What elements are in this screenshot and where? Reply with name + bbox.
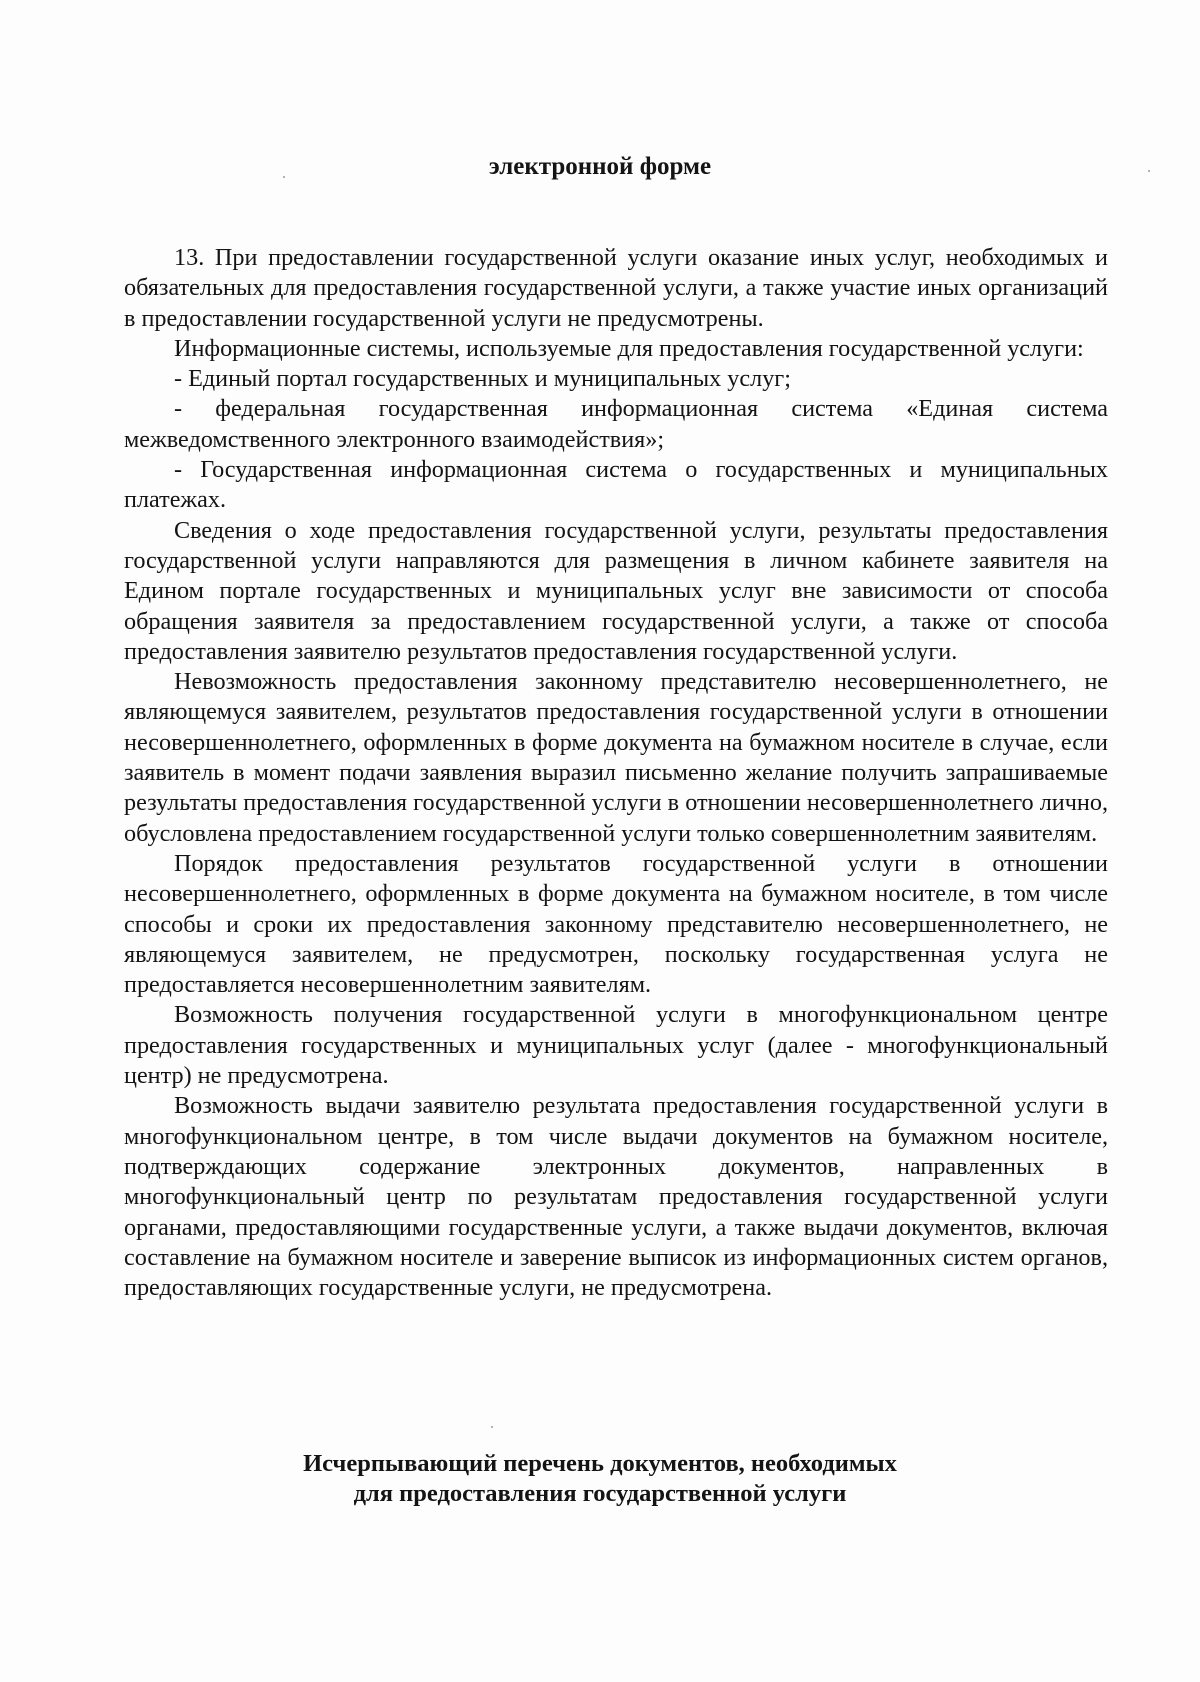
closing-heading-line-1: Исчерпывающий перечень документов, необходимых: [303, 1450, 897, 1477]
paragraph-progress-information: Сведения о ходе предоставления государственной услуги, результаты предоставления государственной услуги направляются для размещения в личном кабинете заявителя на Едином портале государственных и муниципальных услуг вне зависимости от способа обращения заявителя за предоставлением государственной услуги, а также от способа предоставления заявителю результатов предоставления государственной услуги.: [124, 516, 1108, 665]
paragraph-mfc-service-possibility: Возможность получения государственной услуги в многофункциональном центре предоставления государственных и муниципальных услуг (далее - многофункциональный центр) не предусмотрена.: [124, 1001, 1108, 1090]
paragraph-minor-representative-impossibility: Невозможность предоставления законному представителю несовершеннолетнего, не являющемуся заявителем, результатов предоставления государственной услуги в отношении несовершеннолетнего, оформленных в форме документа на бумажном носителе в случае, если заявитель в момент подачи заявления выразил письменно желание получить запрашиваемые результаты предоставления государственной услуги в отношении несовершеннолетнего лично, обусловлена предоставлением государственной услуги только совершеннолетним заявителям.: [124, 668, 1108, 847]
paragraph-minor-results-procedure: Порядок предоставления результатов государственной услуги в отношении несовершеннолетнего, оформленных в форме документа на бумажном носителе, в том числе способы и сроки их предоставления законному представителю несовершеннолетнего, не являющемуся заявителем, не предусмотрен, поскольку государственная услуга не предоставляется несовершеннолетним заявителям.: [124, 849, 1108, 999]
list-item-unified-portal: - Единый портал государственных и муниципальных услуг;: [174, 365, 791, 393]
closing-heading: [0, 1449, 1200, 1509]
document-body: [124, 243, 1108, 1303]
scan-speck: [1148, 170, 1150, 172]
paragraph-information-systems: Информационные системы, используемые для предоставления государственной услуги:: [174, 334, 1084, 362]
paragraph-13-other-services: 13. При предоставлении государственной услуги оказание иных услуг, необходимых и обязательных для предоставления государственной услуги, а также участие иных организаций в предоставлении государственной услуги не предусмотрены.: [124, 244, 1108, 332]
scan-speck: [283, 176, 285, 178]
closing-heading-line-2: для предоставления государственной услуги: [353, 1480, 847, 1507]
scan-speck: [491, 1426, 493, 1428]
paragraph-mfc-issuance-possibility: Возможность выдачи заявителю результата предоставления государственной услуги в многофункциональном центре, в том числе выдачи документов на бумажном носителе, подтверждающих содержание электронных документов, направленных в многофункциональный центр по результатам предоставления государственной услуги органами, предоставляющими государственные услуги, а также выдачи документов, включая составление на бумажном носителе и заверение выписок из информационных систем органов, предоставляющих государственные услуги, не предусмотрена.: [124, 1092, 1108, 1302]
list-item-gis-gmp: - Государственная информационная система о государственных и муниципальных платежах.: [124, 456, 1108, 514]
section-heading: электронной форме: [488, 153, 712, 180]
list-item-smev: - федеральная государственная информационная система «Единая система межведомственного электронного взаимодействия»;: [124, 395, 1108, 453]
